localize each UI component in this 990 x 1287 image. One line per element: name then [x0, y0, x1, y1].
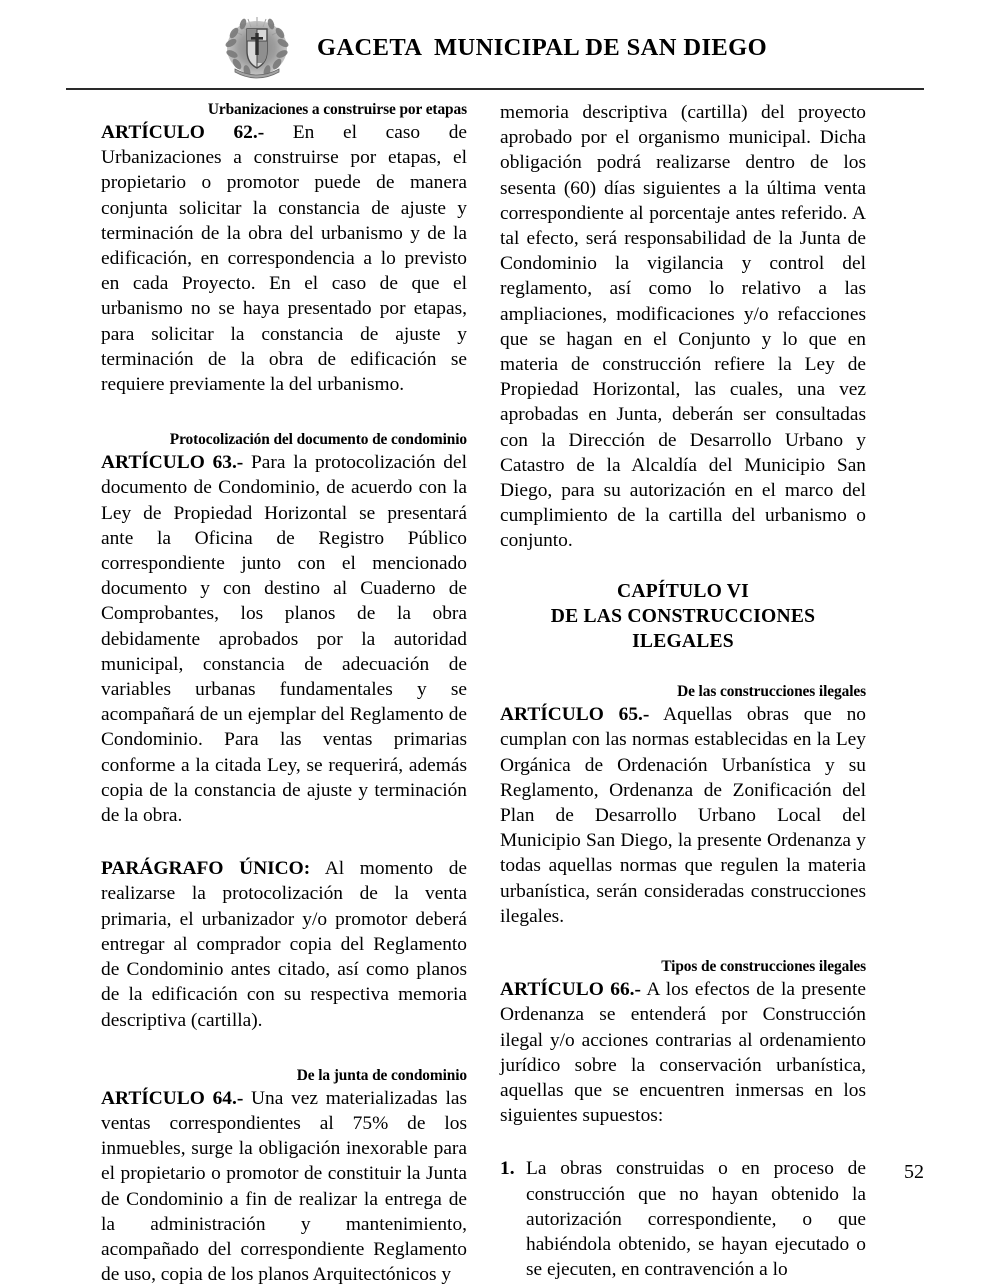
article-text-63: Para la protocolización del documento de Condominio, de acuerdo con la Ley de Propiedad Horizontal se presentará ante la Oficina de Registro Público correspondiente junto con el mencionado documento y con destino al Cuaderno de Comprobantes, los planos de la obra debidamente aprobados por la autoridad municipal, constancia de adecuación de variables urbanas fundamentales y se acompañará de un ejemplar del Reglamento de Condominio. Para las ventas primarias conforme a la citada Ley, se requerirá, además copia de la constancia de ajuste y terminación de la obra. [101, 452, 468, 827]
column-left [101, 100, 467, 1287]
page-title: GACETA MUNICIPAL DE SAN DIEGO [316, 34, 768, 61]
article-label-65: ARTÍCULO 65.- [500, 704, 650, 726]
article-block-66 [500, 957, 866, 1128]
header-divider-rule [66, 88, 924, 90]
article-label-64: ARTÍCULO 64.- [101, 1087, 244, 1109]
article-text-66: A los efectos de la presente Ordenanza se entenderá por Construcción ilegal y/o acciones contrarias al ordenamiento jurídico sobre la conservación urbanística, aquellas que se encuentren inmersas en los siguientes supuestos: [500, 979, 866, 1127]
spacer [500, 654, 866, 682]
chapter-heading-line-1: CAPÍTULO VI [617, 580, 749, 602]
continuation-paragraph: memoria descriptiva (cartilla) del proyecto aprobado por el organismo municipal. Dicha obligación podrá realizarse dentro de los sesenta (60) días siguientes a la última venta correspondiente al porcentaje antes referido. A tal efecto, será responsabilidad de la Junta de Condominio la vigilancia y control del reglamento, así como lo relativo a las ampliaciones, modificaciones y/o refacciones que se hagan en el Conjunto y lo que en materia de construcción refiere la Ley de Propiedad Horizontal, las cuales, una vez aprobadas en Junta, deberán ser consultadas con la Dirección de Desarrollo Urbano y Catastro de la Alcaldía del Municipio San Diego, para su autorización en el marco del cumplimiento de la cartilla del urbanismo o conjunto. [500, 102, 866, 552]
column-right [500, 100, 866, 1282]
sidehead-64: De la junta de condominio [296, 1066, 467, 1084]
coat-of-arms-icon [223, 13, 291, 83]
chapter-heading-line-2: DE LAS CONSTRUCCIONES [550, 605, 816, 627]
article-label-63: ARTÍCULO 63.- [101, 452, 244, 474]
chapter-heading-line-3: ILEGALES [632, 631, 734, 653]
page-number: 52 [904, 1161, 924, 1183]
article-paragraph-62 [101, 120, 467, 397]
article-label-62: ARTÍCULO 62.- [101, 122, 265, 143]
spacer [500, 554, 866, 579]
page-folio [0, 1160, 924, 1184]
sidehead-63: Protocolización del documento de condominio [169, 431, 467, 449]
chapter-heading [500, 579, 866, 655]
spacer [101, 828, 467, 856]
spacer [500, 1128, 866, 1156]
article-text-62: En el caso de Urbanizaciones a construirse por etapas, el propietario o promotor puede de manera conjunta solicitar la constancia de ajuste y terminación de la obra del urbanismo y de la edificación, en correspondencia a lo previsto en cada Proyecto. En el caso de que el urbanismo no se haya presentado por etapas, para solicitar la constancia de ajuste y terminación de la obra de edificación se requiere previamente la del urbanismo. [101, 122, 468, 396]
list-item-marker: 1. [500, 1158, 515, 1180]
paragraph-paragrafo-unico [101, 856, 467, 1032]
article-block-paragrafo-unico [101, 856, 467, 1032]
article-text-65: Aquellas obras que no cumplan con las normas establecidas en la Ley Orgánica de Ordenación Urbanística y su Reglamento, Ordenanza de Zonificación del Plan de Desarrollo Urbano Local del Municipio San Diego, la presente Ordenanza y todas aquellas normas que regulen la materia urbanística, serán consideradas construcciones ilegales. [500, 704, 866, 927]
page-masthead [0, 0, 990, 92]
article-block-63 [101, 430, 467, 828]
article-text-64: Una vez materializadas las ventas correspondientes al 75% de los inmuebles, surge la obligación inexorable para el propietario o promotor de constituir la Junta de Condominio a fin de realizar la entrega de la administración y mantenimiento, acompañado del correspondiente Reglamento de uso, copia de los planos Arquitectónicos y [101, 1087, 467, 1286]
article-paragraph-63 [101, 450, 467, 828]
article-label-paragrafo-unico: PARÁGRAFO ÚNICO: [101, 858, 311, 880]
spacer [500, 929, 866, 957]
article-text-paragrafo-unico: Al momento de realizarse la protocolización de la venta primaria, el urbanizador y/o promotor deberá entregar al comprador copia del Reglamento de Condominio antes citado, así como planos de la edificación con su respectiva memoria descriptiva (cartilla). [101, 858, 467, 1031]
article-paragraph-66 [500, 977, 866, 1128]
article-block-62 [101, 100, 467, 397]
sidehead-66: Tipos de construcciones ilegales [661, 958, 866, 976]
article-label-66: ARTÍCULO 66.- [500, 979, 641, 1001]
article-block-65 [500, 682, 866, 929]
spacer [101, 397, 467, 430]
article-paragraph-65 [500, 702, 866, 929]
sidehead-65: De las construcciones ilegales [677, 683, 866, 701]
sidehead-62: Urbanizaciones a construirse por etapas [207, 101, 467, 118]
list-item-text: La obras construidas o en proceso de construcción que no hayan obtenido la autorización correspondiente, o que habiéndola obtenido, se hayan ejecutado o se ejecuten, en contravención a lo [526, 1158, 866, 1281]
spacer [101, 1033, 467, 1066]
article-paragraph-64 [101, 1086, 467, 1287]
